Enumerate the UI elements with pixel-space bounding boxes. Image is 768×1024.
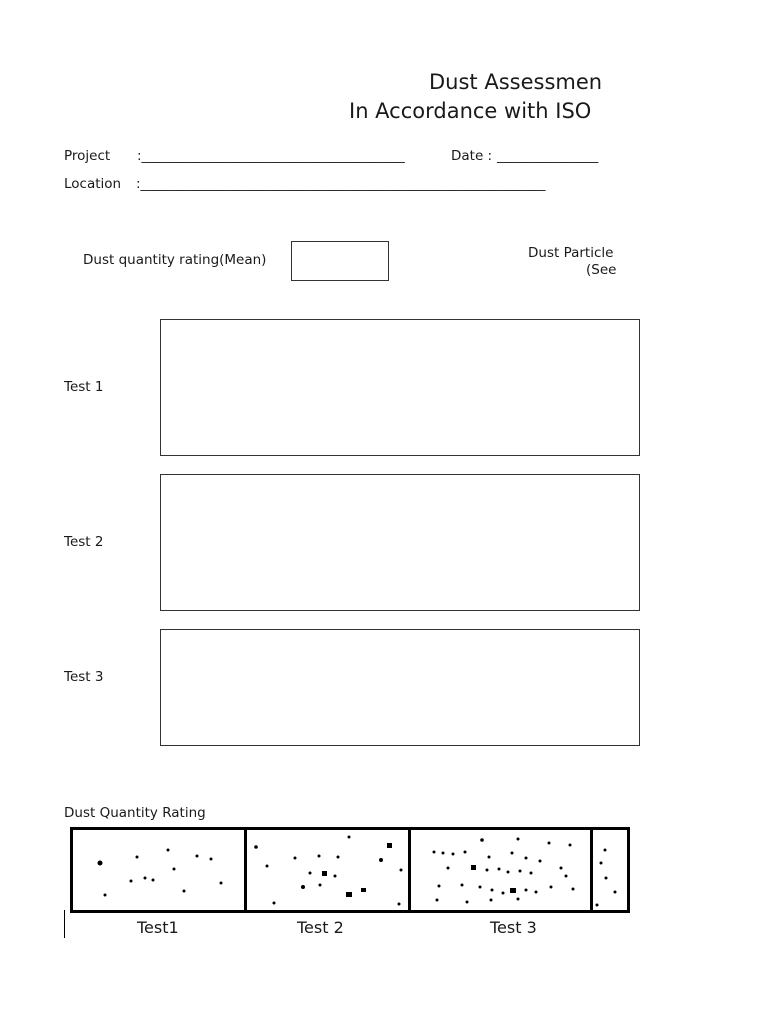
- date-field[interactable]: _______________: [497, 148, 599, 164]
- dust-quantity-rating-box[interactable]: [291, 241, 389, 281]
- dust-particle-label: Dust Particle: [528, 245, 614, 261]
- page-title-line-1: Dust Assessmen: [429, 70, 603, 94]
- page-title-line-2: In Accordance with ISO: [349, 99, 592, 123]
- test-1-label: Test 1: [64, 379, 104, 395]
- dust-particle-note: (See: [586, 262, 617, 278]
- rating-caption-test1: Test1: [137, 918, 179, 937]
- project-label: Project: [64, 148, 111, 164]
- date-label: Date :: [451, 148, 493, 164]
- reference-left-edge: [64, 910, 65, 938]
- dust-quantity-rating-heading: Dust Quantity Rating: [64, 805, 206, 821]
- dust-rating-reference-image: [70, 827, 630, 913]
- rating-divider-3: [590, 830, 593, 910]
- project-field[interactable]: :_______________________________________: [137, 148, 405, 164]
- location-label: Location: [64, 176, 122, 192]
- dust-particles-illustration: [73, 830, 627, 910]
- rating-caption-test2: Test 2: [297, 918, 344, 937]
- test-2-tape-area[interactable]: [160, 474, 640, 611]
- rating-divider-1: [244, 830, 247, 910]
- test-3-label: Test 3: [64, 669, 104, 685]
- test-3-tape-area[interactable]: [160, 629, 640, 746]
- location-field[interactable]: :____________________________________________________________: [136, 176, 546, 192]
- dust-quantity-rating-label: Dust quantity rating(Mean): [83, 252, 267, 268]
- rating-caption-test3: Test 3: [490, 918, 537, 937]
- test-2-label: Test 2: [64, 534, 104, 550]
- rating-divider-2: [408, 830, 411, 910]
- test-1-tape-area[interactable]: [160, 319, 640, 456]
